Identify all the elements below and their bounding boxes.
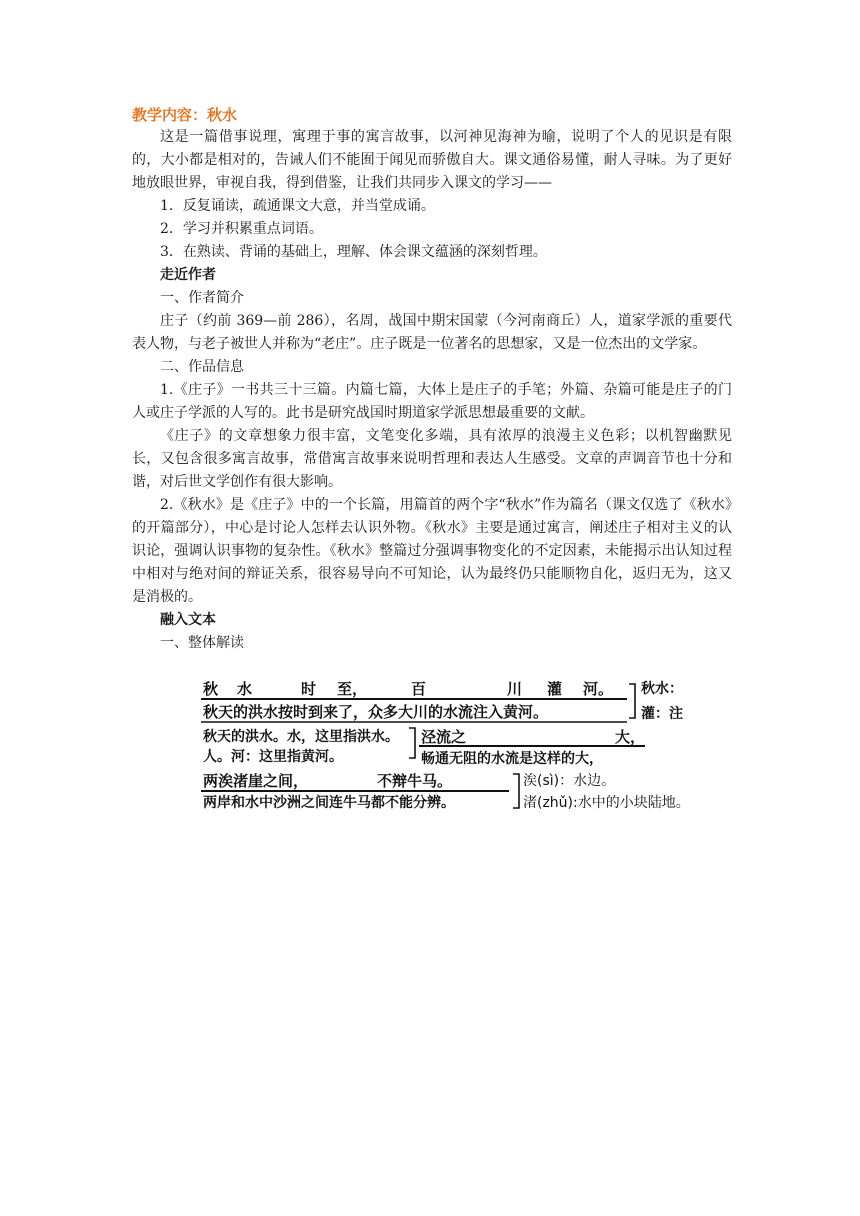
note-zhu: 渚(zhǔ):水中的小块陆地。 — [523, 795, 690, 811]
subheading-work-info: 二、作品信息 — [160, 359, 244, 375]
orig-liangsi: 两涘渚崖之间， — [203, 772, 309, 790]
intro-paragraph: 这是一篇借事说理，寓理于事的寓言故事，以河神见海神为喻，说明了个人的见识是有限的，大小都是相对的，告诫人们不能囿于闻见而骄傲自大。课文通俗易懂，耐人寻味。为了更好地放眼世界，审视自我，得到借鉴，让我们共同步入课文的学习—— — [132, 129, 732, 191]
translation-row-2: 畅通无阻的水流是这样的大， — [421, 751, 603, 767]
orig-char-qiu: 秋 — [203, 680, 219, 698]
work-paragraph-1: 1.《庄子》一书共三十三篇。内篇七篇，大体上是庄子的手笔；外篇、杂篇可能是庄子的门人或庄子学派的人写的。此书是研究战国时期道家学派思想最重要的文献。 — [132, 382, 732, 421]
goal-item-2: 2．学习并积累重点词语。 — [160, 221, 323, 237]
annotation-figure — [197, 676, 707, 816]
document-body — [132, 104, 732, 655]
note-row-2a: 秋天的洪水。水，这里指洪水。 — [203, 729, 399, 745]
author-paragraph: 庄子（约前 369—前 286），名周，战国中期宋国蒙（今河南商丘）人，道家学派的重要代表人物，与老子被世人并称为“老庄”。庄子既是一位著名的思想家，又是一位杰出的文学家。 — [132, 313, 732, 352]
goal-item-3: 3．在熟读、背诵的基础上，理解、体会课文蕴涵的深刻哲理。 — [160, 244, 547, 260]
orig-char-guan: 灌 — [547, 680, 563, 698]
note-si: 涘(sì)：水边。 — [523, 773, 616, 789]
work-paragraph-2: 《庄子》的文章想象力很丰富，文笔变化多端，具有浓厚的浪漫主义色彩；以机智幽默见长，又包含很多寓言故事，常借寓言故事来说明哲理和表达人生感受。文章的声调音节也十分和谐，对后世文学创作有很大影响。 — [132, 428, 732, 490]
section-heading-author: 走近作者 — [160, 267, 216, 283]
goal-item-1: 1．反复诵读，疏通课文大意，并当堂成诵。 — [160, 198, 435, 214]
orig-jingliu: 泾流之 — [421, 728, 467, 746]
orig-char-he: 河。 — [583, 680, 614, 698]
orig-char-chuan: 川 — [507, 680, 523, 698]
subheading-author-intro: 一、作者简介 — [160, 290, 244, 306]
orig-da: 大， — [615, 728, 646, 746]
translation-row-3: 两岸和水中沙洲之间连牛马都不能分辨。 — [203, 795, 455, 811]
page-title: 教学内容：秋水 — [132, 106, 238, 124]
note-row-2b: 人。河：这里指黄河。 — [203, 749, 343, 765]
orig-char-zhi: 至， — [337, 680, 368, 698]
translation-row-1: 秋天的洪水按时到来了，众多大川的水流注入黄河。 — [203, 703, 549, 721]
orig-char-bai: 百 — [411, 680, 427, 698]
subheading-overall: 一、整体解读 — [160, 635, 244, 651]
note-qiushui: 秋水： — [641, 681, 683, 697]
section-heading-text: 融入文本 — [160, 612, 216, 628]
orig-char-shi: 时 — [301, 680, 317, 698]
orig-char-shui: 水 — [237, 680, 253, 698]
orig-bubian: 不辩牛马。 — [377, 772, 453, 790]
work-paragraph-3: 2.《秋水》是《庄子》中的一个长篇，用篇首的两个字“秋水”作为篇名（课文仅选了《秋水》的开篇部分），中心是讨论人怎样去认识外物。《秋水》主要是通过寓言，阐述庄子相对主义的认识论，强调认识事物的复杂性。《秋水》整篇过分强调事物变化的不定因素，未能揭示出认知过程中相对与绝对间的辩证关系，很容易导向不可知论，认为最终仍只能顺物自化，返归无为，这又是消极的。 — [132, 497, 732, 605]
note-guan: 灌：注 — [641, 706, 683, 722]
